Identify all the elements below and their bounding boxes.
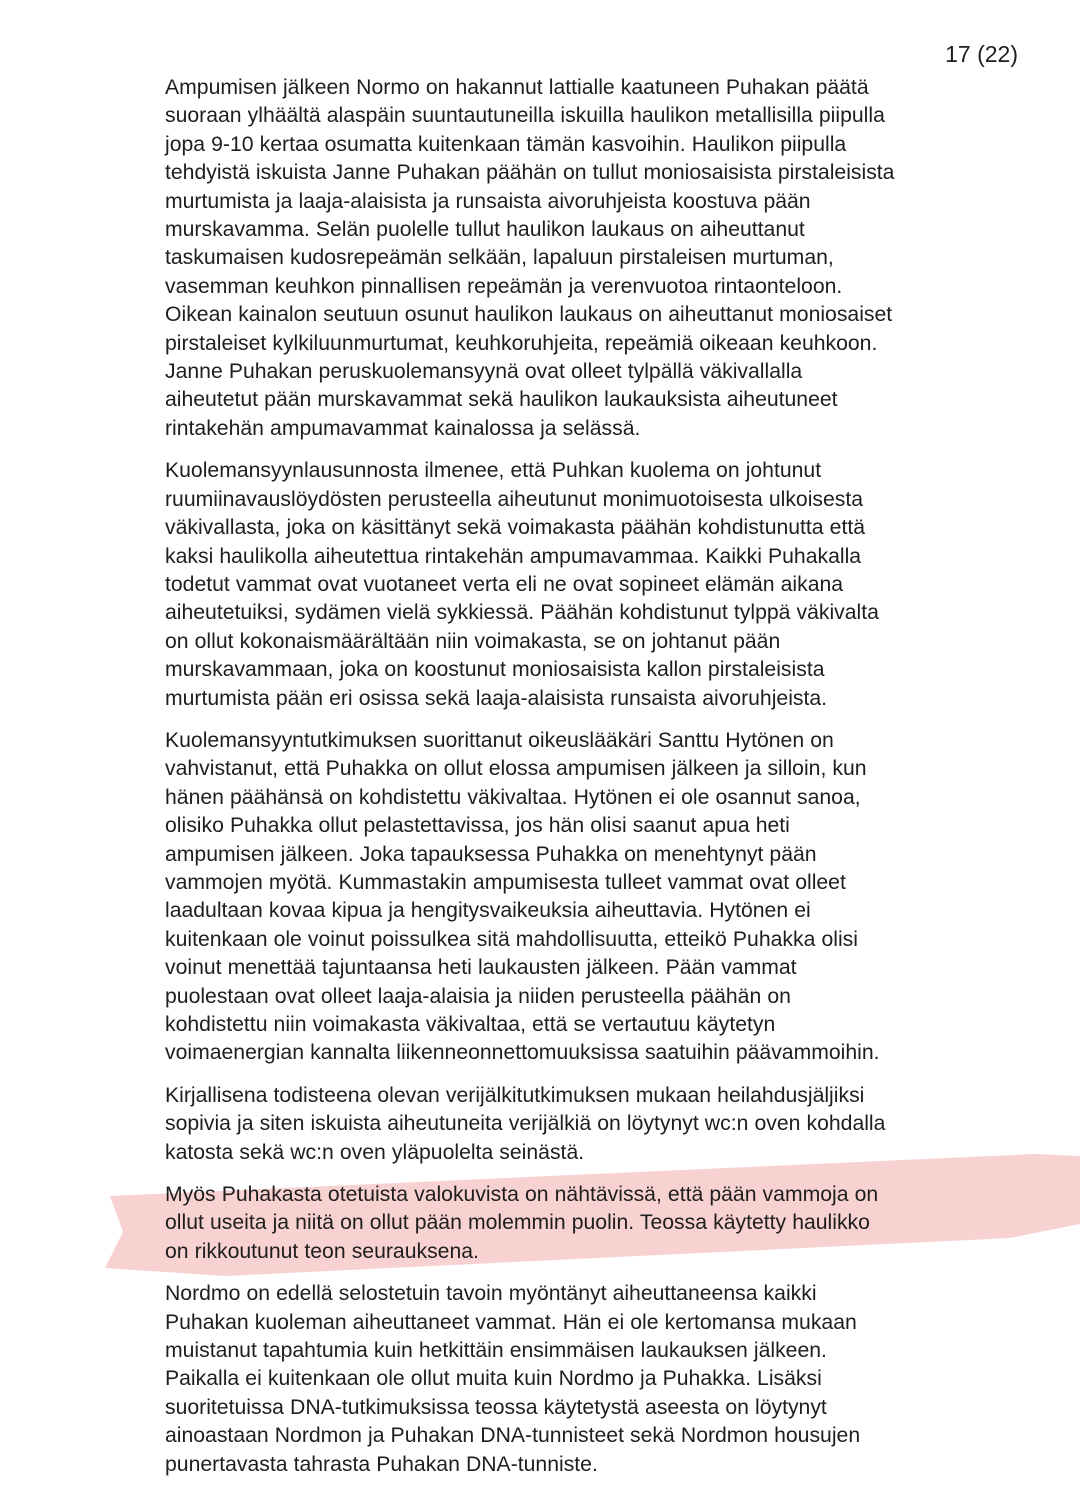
text-line: on ollut kokonaismäärältään niin voimakasta, se on johtanut pään [165, 629, 781, 653]
text-line: voinut menettää tajuntaansa heti laukausten jälkeen. Pään vammat [165, 956, 797, 980]
text-line: kaksi haulikolla aiheutettua rintakehän ampumavammaa. Kaikki Puhakalla [165, 544, 862, 568]
text-line: kohdistettu niin voimakasta väkivaltaa, että se vertautuu käytetyn [165, 1013, 776, 1036]
text-line: väkivallasta, joka on käsittänyt sekä voimakasta päähän kohdistunutta että [165, 516, 866, 540]
text-line: aiheutetuiksi, sydämen vielä sykkiessä. Päähän kohdistunut tylppä väkivalta [165, 601, 879, 625]
paragraph-5 [165, 1181, 1027, 1266]
text-line: aiheutetut pään murskavammat sekä haulikon laukauksista aiheutuneet [165, 388, 838, 412]
text-line: muistanut tapahtumia kuin hetkittäin ensimmäisen laukauksen jälkeen. [165, 1339, 827, 1363]
text-line: murtumista ja laaja-alaisista ja runsaista aivoruhjeista koostuva pään [165, 189, 811, 213]
text-line: Myös Puhakasta otetuista valokuvista on nähtävissä, että pään vammoja on [165, 1183, 879, 1207]
text-line: hänen päähänsä on kohdistettu väkivaltaa. Hytönen ei ole osannut sanoa, [165, 785, 861, 809]
document-body [165, 74, 1027, 1493]
text-line: Puhakan kuoleman aiheuttaneet vammat. Hän ei ole kertomansa mukaan [165, 1310, 857, 1334]
text-line: Ampumisen jälkeen Normo on hakannut lattialle kaatuneen Puhakan päätä [165, 76, 869, 99]
text-line: murskavamma. Selän puolelle tullut haulikon laukaus on aiheuttanut [165, 218, 805, 242]
text-line: vammojen myötä. Kummastakin ampumisesta tulleet vammat ovat olleet [165, 870, 846, 894]
text-line: Kuolemansyynlausunnosta ilmenee, että Puhkan kuolema on johtunut [165, 459, 822, 483]
text-line: Kuolemansyyntutkimuksen suorittanut oikeuslääkäri Santtu Hytönen on [165, 728, 834, 752]
text-line: Janne Puhakan peruskuolemansyynä ovat olleet tylpällä väkivallalla [165, 360, 803, 384]
text-line: suoritetuissa DNA-tutkimuksissa teossa käytetystä aseesta on löytynyt [165, 1395, 827, 1419]
paragraph-3 [165, 727, 1027, 1068]
text-line: sopivia ja siten iskuista aiheutuneita verijälkiä on löytynyt wc:n oven kohdalla [165, 1112, 886, 1136]
text-line: rintakehän ampumavammat kainalossa ja selässä. [165, 416, 641, 440]
text-line: puolestaan ovat olleet laaja-alaisia ja niiden perusteella päähän on [165, 984, 791, 1008]
highlighted-passage [165, 1181, 1027, 1266]
paragraph-2 [165, 457, 1027, 713]
text-line: ruumiinavauslöydösten perusteella aiheutunut monimuotoisesta ulkoisesta [165, 487, 864, 511]
text-line: Oikean kainalon seutuun osunut haulikon laukaus on aiheuttanut moniosaiset [165, 303, 893, 327]
text-line: tehdyistä iskuista Janne Puhakan päähän on tullut moniosaisista pirstaleisista [165, 161, 895, 185]
text-line: vahvistanut, että Puhakka on ollut elossa ampumisen jälkeen ja silloin, kun [165, 757, 867, 781]
text-line: kuitenkaan ole voinut poissulkea sitä mahdollisuutta, etteikö Puhakka olisi [165, 927, 858, 951]
text-line: pirstaleiset kylkiluunmurtumat, keuhkoruhjeita, repeämiä oikeaan keuhkoon. [165, 331, 878, 355]
text-line: vasemman keuhkon pinnallisen repeämän ja verenvuotoa rintaonteloon. [165, 274, 843, 298]
text-line: jopa 9-10 kertaa osumatta kuitenkaan tämän kasvoihin. Haulikon piipulla [165, 132, 847, 156]
text-line: ollut useita ja niitä on ollut pään molemmin puolin. Teossa käytetty haulikko [165, 1211, 870, 1235]
text-line: ampumisen jälkeen. Joka tapauksessa Puhakka on menehtynyt pään [165, 842, 817, 866]
text-line: punertavasta tahrasta Puhakan DNA-tunniste. [165, 1452, 598, 1476]
text-line: murskavammaan, joka on koostunut moniosaisista kallon pirstaleisista [165, 658, 825, 682]
text-line: Nordmo on edellä selostetuin tavoin myöntänyt aiheuttaneensa kaikki [165, 1282, 817, 1306]
text-line: on rikkoutunut teon seurauksena. [165, 1239, 479, 1263]
text-line: Paikalla ei kuitenkaan ole ollut muita kuin Nordmo ja Puhakka. Lisäksi [165, 1367, 822, 1391]
text-line: murtumista pään eri osissa sekä laaja-alaisista runsaista aivoruhjeista. [165, 686, 828, 710]
page-number: 17 (22) [945, 41, 1018, 67]
text-line: todetut vammat ovat vuotaneet verta eli ne ovat sopineet elämän aikana [165, 572, 844, 596]
paragraph-6 [165, 1280, 1027, 1479]
text-line: Kirjallisena todisteena olevan verijälkitutkimuksen mukaan heilahdusjäljiksi [165, 1083, 865, 1107]
text-line: laadultaan kovaa kipua ja hengitysvaikeuksia aiheuttavia. Hytönen ei [165, 899, 811, 923]
text-line: ainoastaan Nordmon ja Puhakan DNA-tunnisteet sekä Nordmon housujen [165, 1424, 861, 1448]
text-line: taskumaisen kudosrepeämän selkään, lapaluun pirstaleisen murtuman, [165, 246, 834, 270]
text-line: olisiko Puhakka ollut pelastettavissa, jos hän olisi saanut apua heti [165, 814, 790, 838]
text-line: katosta sekä wc:n oven yläpuolelta seinästä. [165, 1140, 585, 1164]
paragraph-1 [165, 74, 1027, 443]
text-line: suoraan ylhäältä alaspäin suuntautuneilla iskuilla haulikon metallisilla piipulla [165, 104, 885, 128]
text-line: voimaenergian kannalta liikenneonnettomuuksissa saatuihin päävammoihin. [165, 1041, 880, 1065]
